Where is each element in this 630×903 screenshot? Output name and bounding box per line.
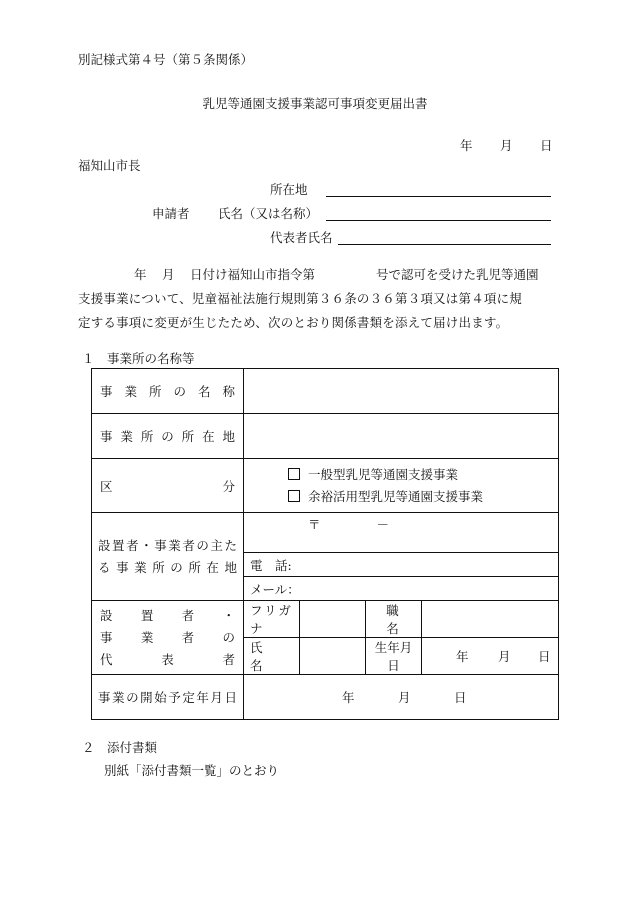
facility-address-label: 事業所の所在地 — [100, 429, 235, 444]
category-option-general[interactable] — [250, 464, 552, 486]
birth-year: 年 — [456, 649, 469, 664]
address-label: 所在地 — [270, 182, 308, 197]
title-label: 職 名 — [366, 601, 422, 638]
start-date-label-cell — [92, 675, 244, 720]
operator-address-label-cell — [92, 513, 244, 601]
facility-address-input[interactable] — [244, 414, 559, 459]
rep-char: ・ — [222, 607, 235, 623]
facility-address-label-cell — [92, 414, 244, 459]
rep-char: 者 — [181, 629, 195, 645]
email-cell[interactable] — [244, 577, 559, 601]
checkbox-general[interactable] — [288, 468, 300, 480]
body-line3: 定する事項に変更が生じたため、次のとおり関係書類を添えて届け出ます。 — [78, 315, 509, 330]
category-option-surplus[interactable] — [250, 486, 552, 508]
rep-label-line2 — [100, 627, 235, 649]
start-date-cell[interactable] — [244, 675, 559, 720]
body-year: 年 — [134, 267, 147, 282]
rep-char: 表 — [161, 651, 174, 667]
rep-char: 事 — [100, 629, 113, 645]
furigana-label: フリガナ — [244, 601, 300, 638]
email-label: メール： — [250, 581, 300, 597]
representative-label-cell — [92, 601, 244, 675]
start-day: 日 — [454, 690, 467, 705]
rep-char: 者 — [222, 651, 235, 667]
body-month: 月 — [162, 267, 175, 282]
applicant-label: 申請者 — [152, 206, 190, 221]
operator-address-label-line2: る事業所の所在地 — [98, 559, 237, 575]
date-year-label: 年 — [460, 138, 473, 153]
facility-table — [91, 368, 559, 720]
representative-label: 代表者氏名 — [270, 230, 333, 245]
furigana-input[interactable] — [300, 601, 366, 638]
facility-name-input[interactable] — [244, 369, 559, 414]
postal-code-cell[interactable] — [244, 513, 559, 553]
rep-char: 者 — [181, 607, 195, 623]
rep-label-line1 — [100, 605, 235, 627]
date-month-label: 月 — [500, 138, 513, 153]
body-middle: 日付け福知山市指令第 — [190, 267, 316, 282]
name-field[interactable] — [326, 220, 551, 221]
document-title: 乳児等通園支援事業認可事項変更届出書 — [202, 96, 428, 111]
rep-name-label: 氏 名 — [244, 638, 300, 675]
rep-char: 設 — [100, 607, 113, 623]
section2-heading: ２ 添付書類 — [82, 740, 158, 755]
title-input[interactable] — [422, 601, 559, 638]
start-date-label: 事業の開始予定年月日 — [98, 690, 237, 705]
rep-name-input[interactable] — [300, 638, 366, 675]
birth-day: 日 — [538, 649, 551, 664]
address-field[interactable] — [326, 196, 551, 197]
category-label-cell — [92, 459, 244, 513]
section2-content: 別紙「添付書類一覧」のとおり — [104, 763, 280, 778]
birth-month: 月 — [498, 649, 511, 664]
postal-mark: 〒 — [308, 517, 321, 532]
phone-label: 電 話: — [250, 557, 292, 573]
operator-address-label-line1: 設置者・事業者の主た — [98, 537, 237, 553]
checkbox-surplus[interactable] — [288, 490, 300, 502]
name-label: 氏名（又は名称） — [218, 206, 319, 221]
rep-label-line3 — [100, 649, 235, 671]
rep-char: の — [222, 629, 235, 645]
facility-name-label: 事業所の名称 — [100, 384, 235, 399]
body-after-number: 号で認可を受けた乳児等通園 — [376, 267, 539, 282]
section1-heading: １ 事業所の名称等 — [82, 351, 195, 366]
rep-char: 代 — [100, 651, 113, 667]
postal-dash: － — [376, 517, 390, 532]
form-number: 別記様式第４号（第５条関係） — [78, 52, 254, 67]
category-options-cell — [244, 459, 559, 513]
representative-field[interactable] — [338, 244, 551, 245]
birth-label: 生年月日 — [366, 638, 422, 675]
addressee: 福知山市長 — [78, 158, 141, 173]
option-general-label: 一般型乳児等通園支援事業 — [308, 466, 459, 482]
rep-char: 置 — [140, 607, 154, 623]
option-surplus-label: 余裕活用型乳児等通園支援事業 — [308, 488, 484, 504]
rep-char: 業 — [140, 629, 154, 645]
category-label: 区分 — [100, 478, 235, 494]
body-line2: 支援事業について、児童福祉法施行規則第３６条の３６第３項又は第４項に規 — [78, 291, 523, 306]
phone-cell[interactable] — [244, 553, 559, 577]
date-day-label: 日 — [540, 138, 553, 153]
start-year: 年 — [342, 690, 355, 705]
facility-name-label-cell — [92, 369, 244, 414]
birth-date-cell[interactable] — [422, 638, 559, 675]
start-month: 月 — [398, 690, 411, 705]
